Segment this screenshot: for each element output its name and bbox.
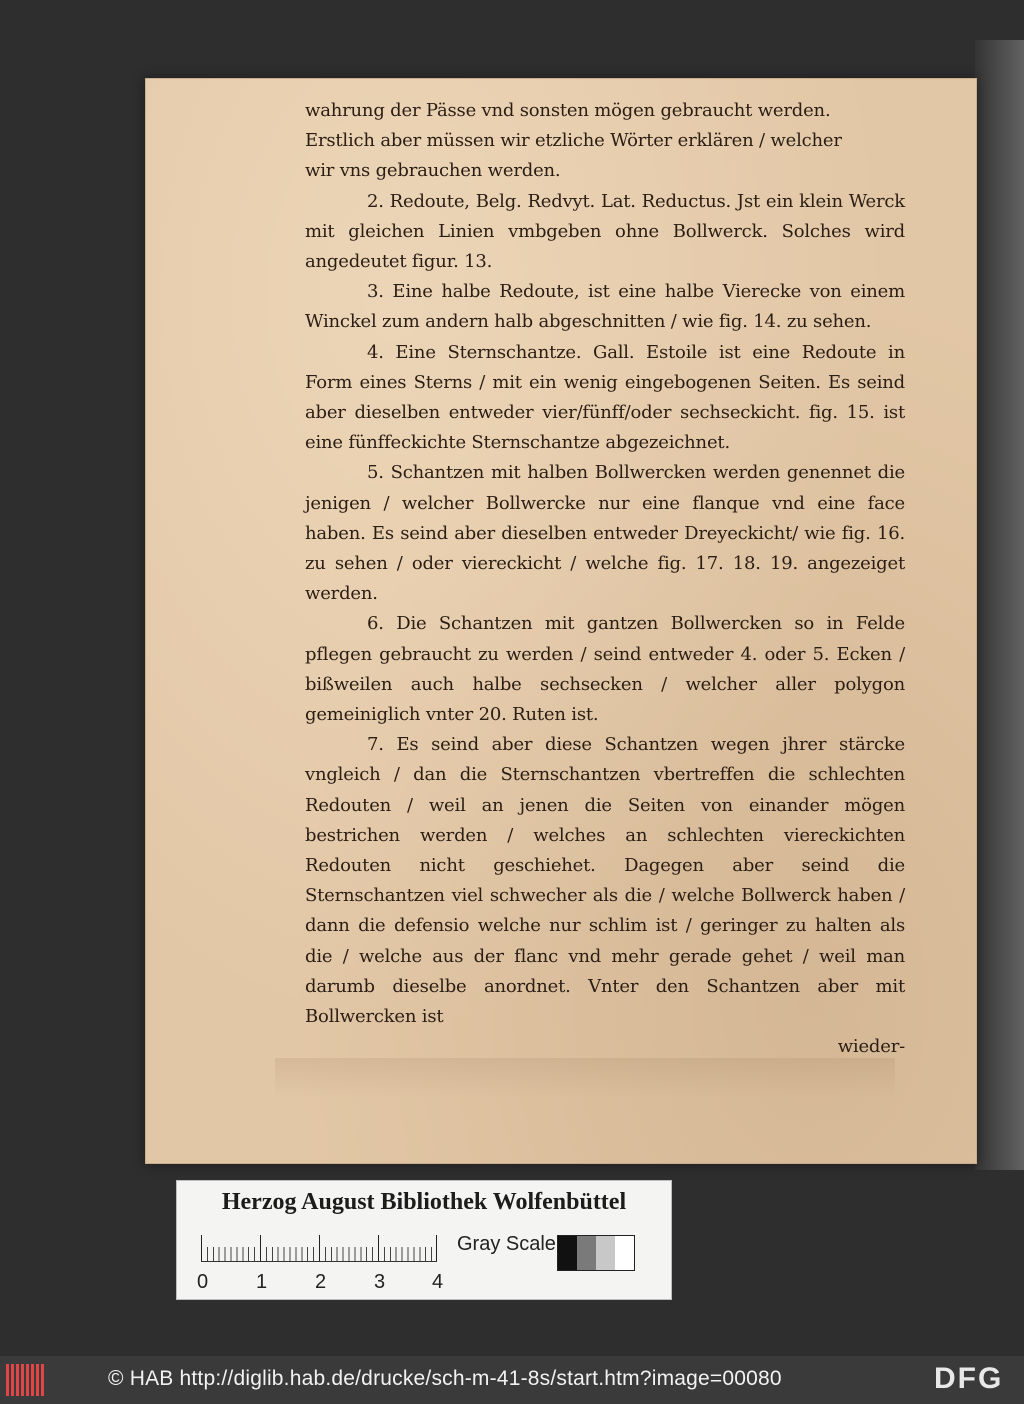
- text-line: wir vns gebrauchen werden.: [305, 160, 561, 182]
- catchword: wieder-: [837, 1036, 905, 1058]
- paragraph-2: 2. Redoute, Belg. Redvyt. Lat. Reductus. Jst ein klein Werck mit gleichen Linien vmbgeben ohne Bollwerck. Solches wird angedeutet figur. 13.: [305, 190, 905, 273]
- text-line: Erstlich aber müssen wir etzliche Wörter erklären / welcher: [305, 130, 842, 152]
- adjacent-page-edge: [975, 40, 1024, 1170]
- ruler-number: 2: [315, 1271, 327, 1293]
- ruler-tick: [436, 1235, 437, 1261]
- gray-scale-swatch: [557, 1235, 635, 1271]
- ruler-number: 0: [197, 1271, 209, 1293]
- dfg-logo: DFG: [934, 1362, 1004, 1395]
- ruler: [201, 1235, 437, 1262]
- ruler-tick: [201, 1235, 202, 1261]
- ruler-number: 4: [432, 1271, 444, 1293]
- text-line: wahrung der Pässe vnd sonsten mögen gebraucht werden.: [305, 100, 831, 121]
- ruler-tick: [319, 1235, 320, 1261]
- book-page: [145, 78, 977, 1164]
- ruler-number: 3: [374, 1271, 386, 1293]
- hab-logo-icon: [6, 1364, 46, 1396]
- page-text: [305, 96, 905, 1063]
- ruler-number: 1: [256, 1271, 268, 1293]
- ruler-tick: [260, 1235, 261, 1261]
- paragraph-4: 4. Eine Sternschantze. Gall. Estoile ist eine Redoute in Form eines Sterns / mit ein wenig eingebogenen Seiten. Es seind aber dieselben entweder vier/fünff/oder sechseckicht. fig. 15. ist eine fünffeckichte Sternschantze abgezeichnet.: [305, 341, 905, 454]
- paragraph-5: 5. Schantzen mit halben Bollwercken werden genennet die jenigen / welcher Bollwercke nur eine flanque vnd eine face haben. Es seind aber dieselben entweder Dreyeckicht/ wie fig. 16. zu sehen / oder viereckicht / welche fig. 17. 18. 19. angezeiget werden.: [305, 462, 905, 605]
- library-name: Herzog August Bibliothek Wolfenbüttel: [221, 1189, 627, 1215]
- color-scale-card: [176, 1180, 672, 1300]
- paragraph-6: 6. Die Schantzen mit gantzen Bollwercken so in Felde pflegen gebraucht zu werden / seind entweder 4. oder 5. Ecken / bißweilen auch halbe sechsecken / welcher aller polygon gemeiniglich vnter 20. Ruten ist.: [305, 613, 905, 726]
- footer-bar: [0, 1356, 1024, 1404]
- copyright-link[interactable]: © HAB http://diglib.hab.de/drucke/sch-m-41-8s/start.htm?image=00080: [108, 1367, 782, 1390]
- gray-scale-label: Gray Scale: [457, 1233, 556, 1255]
- ink-bleed-shadow: [275, 1058, 895, 1098]
- paragraph-7: 7. Es seind aber diese Schantzen wegen jhrer stärcke vngleich / dan die Sternschantzen vbertreffen die schlechten Redouten / weil an jenen die Seiten von einander mögen bestrichen werden / welches an schlechten viereckichten Redouten nicht geschiehet. Dagegen aber seind die Sternschantzen viel schwecher als die / welche Bollwerck haben / dann die defensio welche nur schlim ist / geringer zu halten als die / welche aus der flanc vnd mehr gerade gehet / weil man darumb dieselbe anordnet. Vnter den Schantzen aber mit Bollwercken ist: [305, 734, 905, 1028]
- ruler-tick: [378, 1235, 379, 1261]
- paragraph-3: 3. Eine halbe Redoute, ist eine halbe Vierecke von einem Winckel zum andern halb abgeschnitten / wie fig. 14. zu sehen.: [305, 281, 905, 333]
